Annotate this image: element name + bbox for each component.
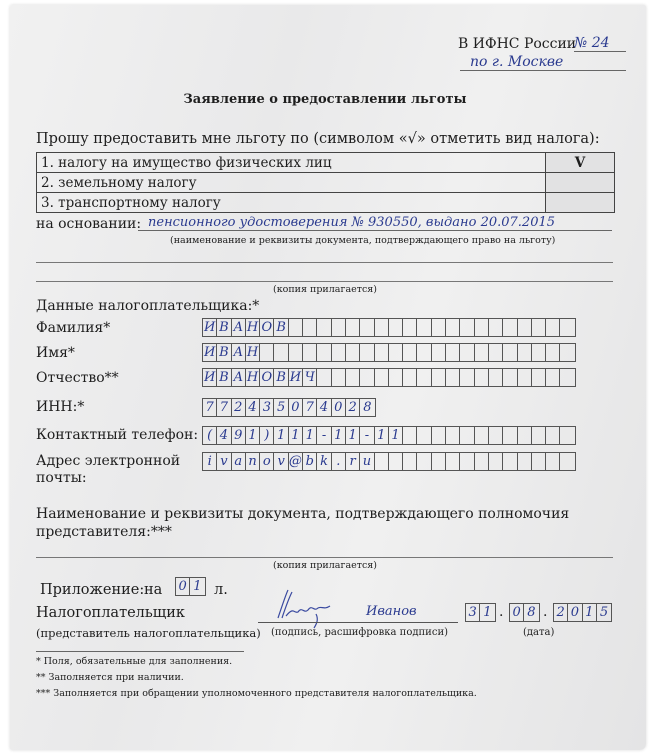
char-cell[interactable]: r [346,453,360,470]
char-cell[interactable] [303,319,317,336]
char-cell[interactable] [375,319,389,336]
footnote: *** Заполняется при обращении уполномоченного представителя налогоплательщика. [36,688,477,699]
char-cell[interactable] [274,344,288,361]
char-cell[interactable]: 0 [289,399,303,416]
char-cell[interactable] [432,344,446,361]
char-cell[interactable] [375,344,389,361]
char-cell[interactable]: 5 [599,605,609,620]
char-cell[interactable] [475,319,489,336]
attachment-label: Приложение: [40,582,145,598]
char-cell[interactable]: v [217,453,231,470]
char-cell[interactable] [317,319,331,336]
char-cell[interactable] [375,453,389,470]
char-cell[interactable] [546,344,560,361]
char-cell[interactable]: О [260,369,274,386]
tax-option-label: 2. земельному налогу [37,173,546,193]
char-cell[interactable] [446,369,460,386]
signature-mark-icon [268,588,338,630]
char-cell[interactable] [346,369,360,386]
footnote-divider [36,651,244,652]
char-cell[interactable] [360,344,374,361]
signature-line[interactable] [258,622,458,623]
char-cell[interactable] [475,453,489,470]
char-cell[interactable]: В [217,319,231,336]
char-cell[interactable] [532,427,546,444]
char-cell[interactable] [518,369,532,386]
char-cell[interactable] [503,344,517,361]
char-cell[interactable] [532,344,546,361]
char-cell[interactable]: Ч [303,369,317,386]
taxpayer-section-label: Данные налогоплательщика:* [36,298,260,314]
tax-option-checkbox[interactable] [546,173,615,193]
char-cell[interactable]: 1 [583,604,597,621]
attachment-on: на [144,582,163,598]
date-month-input[interactable] [509,603,540,622]
char-cell[interactable]: 4 [246,399,260,416]
tax-option-checkbox[interactable] [546,193,615,213]
attachment-unit: л. [214,582,228,598]
char-cell[interactable]: И [203,345,216,360]
char-cell[interactable] [560,319,574,336]
char-cell[interactable]: Н [246,370,259,385]
char-cell[interactable]: u [360,453,374,470]
char-cell[interactable] [403,427,417,444]
char-cell[interactable]: - [317,427,331,444]
char-cell[interactable] [532,453,546,470]
char-cell[interactable]: 2 [554,604,568,621]
basis-label: на основании: [36,216,142,232]
representative-doc-label: Наименование и реквизиты документа, подтверждающего полномочия представителя:*** [36,506,570,540]
char-cell[interactable] [489,319,503,336]
char-cell[interactable] [560,344,574,361]
char-cell[interactable]: v [274,453,288,470]
char-cell[interactable]: 1 [246,427,260,444]
char-cell[interactable] [260,344,274,361]
char-cell[interactable]: В [217,369,231,386]
char-cell[interactable]: 7 [203,399,217,416]
recipient-office-city: по г. Москве [460,54,626,71]
inn-label: ИНН:* [36,399,85,415]
recipient-prefix: В ИФНС России [458,36,577,52]
char-cell[interactable]: О [260,319,274,336]
char-cell[interactable] [446,344,460,361]
char-cell[interactable]: 9 [232,427,246,444]
char-cell[interactable] [403,453,417,470]
char-cell[interactable] [389,344,403,361]
date-year-input[interactable] [553,603,612,622]
char-cell[interactable] [503,427,517,444]
request-text: Прошу предоставить мне льготу по (символом «√» отметить вид налога): [36,131,600,147]
taxpayer-role-label: Налогоплательщик [36,605,185,621]
basis-extra-line [36,281,613,282]
char-cell[interactable] [332,344,346,361]
char-cell[interactable]: 1 [274,427,288,444]
date-separator: . [543,604,548,620]
char-cell[interactable] [518,427,532,444]
representative-copy-note: (копия прилагается) [272,560,378,571]
char-cell[interactable] [546,453,560,470]
char-cell[interactable] [460,453,474,470]
char-cell[interactable] [332,369,346,386]
phone-input[interactable] [202,426,576,445]
tax-option-row[interactable] [37,193,615,213]
taxpayer-role-caption: (представитель налогоплательщика) [36,626,261,640]
char-cell[interactable] [518,453,532,470]
char-cell[interactable]: 8 [363,400,372,415]
char-cell[interactable]: И [289,370,302,385]
char-cell[interactable]: ( [203,427,217,444]
char-cell[interactable] [417,319,431,336]
char-cell[interactable] [432,319,446,336]
char-cell[interactable]: 5 [274,399,288,416]
char-cell[interactable] [389,369,403,386]
char-cell[interactable] [475,427,489,444]
date-caption: (дата) [523,627,555,638]
footnote: ** Заполняется при наличии. [36,672,184,683]
char-cell[interactable] [360,369,374,386]
char-cell[interactable] [403,319,417,336]
recipient-office-number: № 24 [574,35,626,52]
char-cell[interactable]: 0 [510,604,524,621]
char-cell[interactable]: 0 [176,578,190,595]
date-day-input[interactable] [465,603,496,622]
char-cell[interactable]: a [232,453,246,470]
char-cell[interactable]: В [274,369,288,386]
char-cell[interactable]: 1 [483,605,492,620]
tax-option-row[interactable] [37,173,615,193]
first-name-input[interactable] [202,343,576,362]
tax-option-row[interactable] [37,153,615,173]
char-cell[interactable]: 2 [232,399,246,416]
char-cell[interactable] [432,453,446,470]
char-cell[interactable] [503,319,517,336]
footnote: * Поля, обязательные для заполнения. [36,656,233,667]
char-cell[interactable] [332,319,346,336]
char-cell[interactable]: 4 [317,399,331,416]
char-cell[interactable]: 4 [217,427,231,444]
char-cell[interactable] [546,319,560,336]
char-cell[interactable]: k [317,453,331,470]
char-cell[interactable]: 1 [193,579,202,594]
char-cell[interactable] [460,319,474,336]
surname-input[interactable] [202,318,576,337]
basis-copy-note: (копия прилагается) [272,284,378,295]
representative-doc-line[interactable] [36,557,613,558]
char-cell[interactable]: i [203,453,217,470]
char-cell[interactable] [432,427,446,444]
char-cell[interactable]: В [274,319,288,336]
char-cell[interactable]: Н [246,320,259,335]
char-cell[interactable]: Н [246,345,259,360]
char-cell[interactable]: 0 [332,399,346,416]
char-cell[interactable] [460,369,474,386]
char-cell[interactable] [546,369,560,386]
char-cell[interactable] [518,344,532,361]
signature-name: Иванов [366,604,417,619]
char-cell[interactable] [417,369,431,386]
char-cell[interactable]: - [360,427,374,444]
char-cell[interactable] [417,344,431,361]
patronymic-label: Отчество** [36,370,119,386]
char-cell[interactable]: 7 [217,399,231,416]
char-cell[interactable] [375,369,389,386]
char-cell[interactable] [403,369,417,386]
basis-value[interactable]: пенсионного удостоверения № 930550, выдано 20.07.2015 [138,215,612,231]
char-cell[interactable] [417,453,431,470]
char-cell[interactable]: А [232,369,246,386]
char-cell[interactable] [518,319,532,336]
char-cell[interactable] [432,369,446,386]
char-cell[interactable] [460,344,474,361]
first-name-label: Имя* [36,345,75,361]
basis-extra-line [36,262,613,263]
char-cell[interactable] [417,427,431,444]
char-cell[interactable]: o [260,453,274,470]
char-cell[interactable]: 7 [303,399,317,416]
tax-type-table [36,152,615,213]
phone-label: Контактный телефон: [36,427,199,443]
char-cell[interactable] [560,427,574,444]
date-separator: . [499,604,504,620]
basis-caption: (наименование и реквизиты документа, подтверждающего право на льготу) [170,235,556,246]
char-cell[interactable] [389,319,403,336]
char-cell[interactable] [532,319,546,336]
char-cell[interactable] [403,344,417,361]
char-cell[interactable] [503,453,517,470]
char-cell[interactable] [560,453,574,470]
patronymic-input[interactable] [202,368,576,387]
char-cell[interactable]: ) [260,427,274,444]
signature-caption: (подпись, расшифровка подписи) [271,627,449,638]
char-cell[interactable]: 2 [346,399,360,416]
char-cell[interactable] [346,344,360,361]
char-cell[interactable]: 0 [568,604,582,621]
tax-option-checkbox[interactable]: V [546,153,615,173]
char-cell[interactable] [360,319,374,336]
char-cell[interactable]: b [303,453,317,470]
inn-input[interactable] [202,398,376,417]
char-cell[interactable]: 1 [375,427,389,444]
form-title: Заявление о предоставлении льготы [183,92,467,107]
char-cell[interactable]: 1 [289,427,303,444]
char-cell[interactable]: 1 [346,427,360,444]
char-cell[interactable]: @ [288,454,302,469]
char-cell[interactable]: А [232,319,246,336]
char-cell[interactable] [446,427,460,444]
char-cell[interactable] [546,427,560,444]
char-cell[interactable]: А [232,344,246,361]
char-cell[interactable]: 1 [332,427,346,444]
char-cell[interactable]: И [203,370,216,385]
tax-option-label: 3. транспортному налогу [37,193,546,213]
char-cell[interactable] [503,369,517,386]
char-cell[interactable] [317,344,331,361]
char-cell[interactable] [489,427,503,444]
tax-option-label: 1. налогу на имущество физических лиц [37,153,546,173]
char-cell[interactable] [446,453,460,470]
char-cell[interactable]: И [203,320,216,335]
char-cell[interactable] [446,319,460,336]
char-cell[interactable]: n [246,453,260,470]
char-cell[interactable]: 8 [527,605,536,620]
char-cell[interactable] [532,369,546,386]
email-input[interactable] [202,452,576,471]
attachment-pages-input[interactable] [175,577,206,596]
char-cell[interactable] [289,344,303,361]
char-cell[interactable]: 3 [466,604,480,621]
char-cell[interactable]: В [217,344,231,361]
char-cell[interactable] [489,453,503,470]
char-cell[interactable] [346,319,360,336]
email-label: Адрес электронной почты: [36,453,181,486]
char-cell[interactable]: 1 [303,427,317,444]
char-cell[interactable] [289,319,303,336]
char-cell[interactable]: 3 [260,399,274,416]
char-cell[interactable]: 1 [389,427,403,444]
char-cell[interactable] [303,344,317,361]
char-cell[interactable] [560,369,574,386]
char-cell[interactable] [475,344,489,361]
char-cell[interactable]: . [332,453,346,470]
char-cell[interactable] [489,344,503,361]
char-cell[interactable] [317,369,331,386]
char-cell[interactable] [489,369,503,386]
char-cell[interactable] [475,369,489,386]
surname-label: Фамилия* [36,320,111,336]
char-cell[interactable] [460,427,474,444]
char-cell[interactable] [389,453,403,470]
